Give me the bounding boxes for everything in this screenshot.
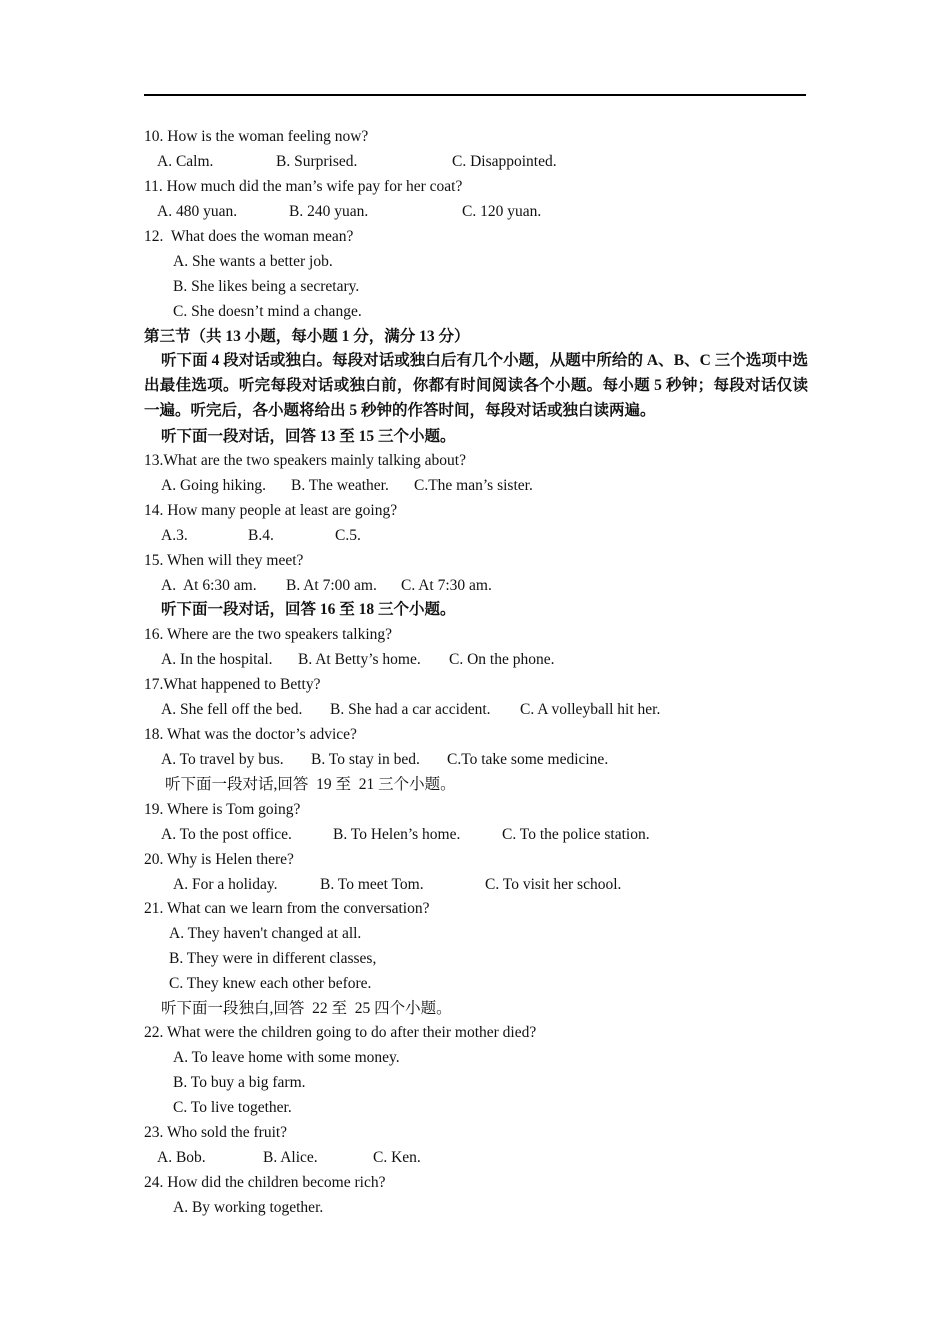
dialogue-intro: 听下面一段对话,回答 19 至 21 三个小题。	[165, 776, 456, 793]
option-c: C. To live together.	[173, 1099, 292, 1116]
option-row	[0, 875, 950, 895]
question-stem: 24. How did the children become rich?	[144, 1174, 386, 1191]
question-stem: 19. Where is Tom going?	[144, 801, 301, 818]
option-c: C.To take some medicine.	[447, 751, 609, 768]
question-stem: 23. Who sold the fruit?	[144, 1124, 288, 1141]
option-b: B. The weather.	[291, 477, 389, 494]
option-row	[0, 476, 950, 496]
option-c: C. They knew each other before.	[169, 975, 372, 992]
option-b: B. Surprised.	[276, 153, 358, 170]
option-a: A. They haven't changed at all.	[169, 925, 362, 942]
option-c: C. 120 yuan.	[462, 203, 542, 220]
option-row	[0, 650, 950, 670]
dialogue-intro: 听下面一段对话，回答 13 至 15 三个小题。	[161, 428, 456, 445]
option-c: C.The man’s sister.	[414, 477, 533, 494]
option-a: A.3.	[161, 527, 188, 544]
question-stem: 17.What happened to Betty?	[144, 676, 321, 693]
question-stem: 21. What can we learn from the conversation?	[144, 900, 430, 917]
monologue-intro: 听下面一段独白,回答 22 至 25 四个小题。	[161, 1000, 452, 1017]
option-a: A. Calm.	[157, 153, 214, 170]
section-instructions: 听下面 4 段对话或独白。每段对话或独白后有几个小题，从题中所给的 A、B、C 三个选项中选出最佳选项。听完每段对话或独白前，你都有时间阅读各个小题。每小题 5 秒钟；每段对话仅读一遍。听完后，各小题将给出 5 秒钟的作答时间，每段对话或独白读两遍。	[144, 352, 808, 419]
option-row	[0, 700, 950, 720]
option-b: B.4.	[248, 527, 274, 544]
option-row	[0, 825, 950, 845]
option-c: C. Disappointed.	[452, 153, 557, 170]
option-a: A. By working together.	[173, 1199, 324, 1216]
option-c: C. To the police station.	[502, 826, 650, 843]
option-a: A. She wants a better job.	[173, 253, 333, 270]
option-b: B. She had a car accident.	[330, 701, 491, 718]
option-c: C. Ken.	[373, 1149, 421, 1166]
question-stem: 15. When will they meet?	[144, 552, 304, 569]
option-b: B. To buy a big farm.	[173, 1074, 306, 1091]
option-c: C. She doesn’t mind a change.	[173, 303, 362, 320]
header-rule	[144, 94, 806, 96]
option-a: A. For a holiday.	[173, 876, 278, 893]
question-stem: 18. What was the doctor’s advice?	[144, 726, 357, 743]
option-row	[0, 1148, 950, 1168]
option-a: A. At 6:30 am.	[161, 577, 257, 594]
option-a: A. Bob.	[157, 1149, 206, 1166]
option-a: A. To travel by bus.	[161, 751, 284, 768]
option-row	[0, 576, 950, 596]
option-c: C. A volleyball hit her.	[520, 701, 661, 718]
option-row	[0, 152, 950, 172]
option-row	[0, 202, 950, 222]
question-stem: 16. Where are the two speakers talking?	[144, 626, 393, 643]
option-c: C. On the phone.	[449, 651, 555, 668]
option-a: A. 480 yuan.	[157, 203, 238, 220]
question-stem: 10. How is the woman feeling now?	[144, 128, 369, 145]
option-a: A. In the hospital.	[161, 651, 273, 668]
option-b: B. To Helen’s home.	[333, 826, 461, 843]
section-heading: 第三节（共 13 小题，每小题 1 分，满分 13 分）	[144, 328, 470, 345]
option-a: A. To the post office.	[161, 826, 292, 843]
question-stem: 20. Why is Helen there?	[144, 851, 294, 868]
option-row	[0, 750, 950, 770]
question-stem: 14. How many people at least are going?	[144, 502, 398, 519]
option-a: A. She fell off the bed.	[161, 701, 303, 718]
question-stem: 12. What does the woman mean?	[144, 228, 354, 245]
question-stem: 13.What are the two speakers mainly talking about?	[144, 452, 466, 469]
option-a: A. To leave home with some money.	[173, 1049, 400, 1066]
option-b: B. At Betty’s home.	[298, 651, 421, 668]
option-b: B. She likes being a secretary.	[173, 278, 360, 295]
option-b: B. To meet Tom.	[320, 876, 424, 893]
option-b: B. 240 yuan.	[289, 203, 369, 220]
option-a: A. Going hiking.	[161, 477, 267, 494]
option-b: B. They were in different classes,	[169, 950, 377, 967]
option-b: B. To stay in bed.	[311, 751, 420, 768]
option-row	[0, 526, 950, 546]
question-stem: 22. What were the children going to do after their mother died?	[144, 1024, 537, 1041]
option-b: B. Alice.	[263, 1149, 318, 1166]
option-b: B. At 7:00 am.	[286, 577, 377, 594]
option-c: C. To visit her school.	[485, 876, 622, 893]
option-c: C.5.	[335, 527, 361, 544]
option-c: C. At 7:30 am.	[401, 577, 492, 594]
dialogue-intro: 听下面一段对话，回答 16 至 18 三个小题。	[161, 601, 456, 618]
question-stem: 11. How much did the man’s wife pay for her coat?	[144, 178, 463, 195]
